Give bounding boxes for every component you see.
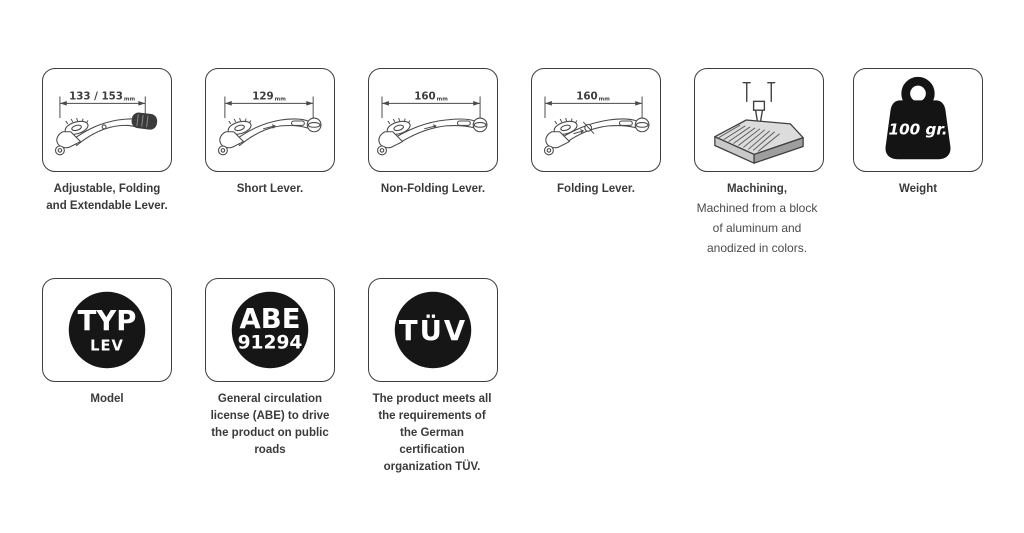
feature-card-model (42, 278, 172, 382)
caption-line: the requirements of (378, 410, 486, 422)
extendable-tip (131, 112, 158, 131)
card-caption-model (17, 391, 197, 408)
feature-card-abe-license (205, 278, 335, 382)
caption-line: roads (254, 444, 286, 456)
card-caption-non-folding-lever (343, 181, 523, 198)
adjustable-lever-diagram-icon (43, 69, 171, 171)
typ-lev-badge-icon (43, 279, 171, 381)
card-caption-tuv-certification (342, 391, 522, 476)
feature-card-machining (694, 68, 824, 172)
caption-line: the German (400, 427, 464, 439)
feature-card-adjustable-lever (42, 68, 172, 172)
feature-card-weight (853, 68, 983, 172)
mill-spindle (743, 83, 774, 124)
weight-value-label: 100 gr. (888, 120, 948, 139)
milling-machine-icon (695, 69, 823, 171)
card-caption-abe-license (180, 391, 360, 459)
caption-line: Folding Lever. (557, 183, 635, 195)
dimension-label: 133 / 153mm (69, 90, 136, 103)
card-caption-adjustable-lever (17, 181, 197, 215)
tuv-badge-icon (369, 279, 497, 381)
kettlebell-weight-icon (854, 69, 982, 171)
card-caption-machining (667, 181, 847, 258)
caption-line: certification (399, 444, 465, 456)
dimension-label: 160mm (414, 90, 448, 103)
milled-block (715, 120, 803, 163)
caption-line: Weight (898, 183, 938, 195)
badge-text-top: TYP (77, 306, 137, 337)
abe-badge-icon (206, 279, 334, 381)
card-caption-folding-lever (506, 181, 686, 198)
card-caption-short-lever (180, 181, 360, 198)
caption-line: and Extendable Lever. (46, 200, 168, 212)
badge-text-center: TÜV (398, 315, 468, 347)
caption-line: license (ABE) to drive (210, 410, 330, 422)
short-lever-diagram-icon (206, 69, 334, 171)
badge-text-bottom: LEV (90, 337, 124, 355)
dimension-label: 160mm (576, 90, 610, 103)
non-folding-lever-diagram-icon (369, 69, 497, 171)
card-caption-weight (828, 181, 1008, 198)
caption-line: The product meets all (372, 393, 492, 405)
dimension-label: 129mm (252, 90, 286, 103)
caption-line: Model (90, 393, 124, 405)
feature-card-tuv-certification (368, 278, 498, 382)
caption-subline: of aluminum and (712, 221, 802, 235)
feature-card-folding-lever (531, 68, 661, 172)
folding-lever-diagram-icon (532, 69, 660, 171)
badge-text-bottom: 91294 (237, 332, 303, 354)
caption-line: Short Lever. (236, 183, 304, 195)
caption-line: Machining, (726, 183, 788, 195)
caption-subline: Machined from a block (696, 201, 818, 215)
caption-line: the product on public (211, 427, 329, 439)
feature-card-short-lever (205, 68, 335, 172)
feature-card-non-folding-lever (368, 68, 498, 172)
badge-text-top: ABE (239, 304, 301, 336)
caption-line: organization TÜV. (383, 461, 481, 473)
caption-subline: anodized in colors. (706, 241, 808, 255)
caption-line: General circulation (217, 393, 323, 405)
caption-line: Non-Folding Lever. (380, 183, 486, 195)
caption-line: Adjustable, Folding (53, 183, 161, 195)
